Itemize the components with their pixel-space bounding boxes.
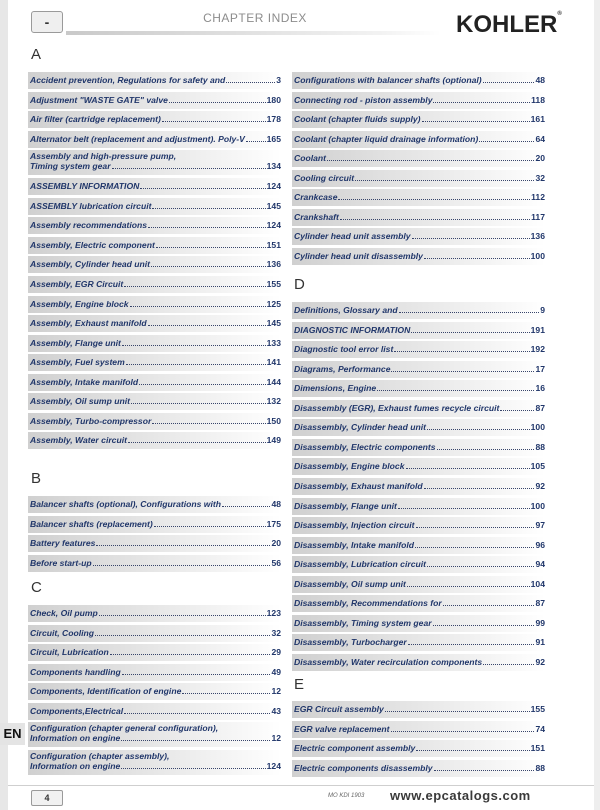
index-entry[interactable]	[292, 458, 545, 475]
index-entry-label: Assembly, Flange unit	[30, 337, 121, 348]
dot-leader	[355, 180, 534, 181]
index-entry-page: 20	[271, 538, 281, 549]
dot-leader	[99, 615, 266, 616]
index-entry-page: 87	[535, 598, 545, 609]
index-entry-label: Disassembly, Water recirculation components	[294, 656, 483, 667]
index-entry-label: Circuit, Cooling	[30, 627, 94, 638]
index-entry-label: Components handling	[30, 666, 121, 677]
index-entry[interactable]	[292, 92, 545, 109]
index-entry-label: EGR valve replacement	[294, 723, 390, 734]
index-entry[interactable]	[28, 198, 281, 215]
index-entry[interactable]	[292, 740, 545, 757]
index-entry-page: 151	[266, 239, 281, 250]
dot-leader	[154, 526, 266, 527]
index-entry-page: 144	[266, 376, 281, 387]
index-entry-label: Assembly recommendations	[30, 220, 148, 231]
index-entry-page: 149	[266, 435, 281, 446]
index-entry-label: Air filter (cartridge replacement)	[30, 114, 161, 125]
dot-leader	[377, 390, 534, 391]
index-entry-page: 136	[530, 231, 545, 242]
index-entry[interactable]	[28, 296, 281, 313]
index-entry[interactable]	[28, 92, 281, 109]
index-entry-label: Assembly, Exhaust manifold	[30, 318, 147, 329]
index-entry-page: 155	[266, 279, 281, 289]
dot-leader	[433, 102, 530, 103]
index-entry[interactable]	[28, 131, 281, 148]
index-entry-page: 155	[530, 704, 545, 714]
index-entry-page: 48	[535, 75, 545, 85]
dot-leader	[148, 325, 266, 326]
index-entry-label: Alternator belt (replacement and adjustment). Poly-V	[30, 133, 245, 144]
index-entry-label: ASSEMBLY lubrication circuit	[30, 200, 152, 211]
dot-leader	[434, 770, 535, 771]
index-entry-page: 97	[535, 520, 545, 531]
index-entry[interactable]	[28, 72, 281, 89]
index-entry-page: 3	[276, 75, 281, 85]
index-entry-label: DIAGNOSTIC INFORMATION	[294, 324, 411, 335]
index-entry-page: 123	[266, 608, 281, 618]
section-letter-b: B	[31, 470, 42, 487]
index-entry[interactable]	[28, 354, 281, 371]
index-entry[interactable]	[292, 556, 545, 573]
dot-leader	[148, 227, 266, 228]
index-entry-label: Connecting rod - piston assembly	[294, 94, 433, 105]
index-entry-label: Assembly, Engine block	[30, 298, 129, 309]
dot-leader	[93, 565, 271, 566]
dot-leader	[416, 750, 529, 751]
index-entry-page: 124	[266, 181, 281, 192]
dot-leader	[416, 527, 535, 528]
right-page-margin	[594, 0, 600, 810]
index-entry-label: Electric component assembly	[294, 743, 416, 754]
dot-leader	[128, 442, 266, 443]
index-entry[interactable]	[292, 498, 545, 515]
dot-leader	[152, 423, 265, 424]
index-entry-label: Coolant (chapter fluids supply)	[294, 114, 421, 125]
dot-leader	[226, 82, 275, 83]
index-entry-label: Configurations with balancer shafts (optional)	[294, 75, 482, 85]
index-entry-label: Assembly, Turbo-compressor	[30, 415, 152, 426]
index-entry[interactable]	[292, 439, 545, 456]
index-entry-label: Cylinder head unit assembly	[294, 231, 411, 242]
index-entry[interactable]	[28, 516, 281, 533]
dot-leader	[121, 768, 265, 769]
index-entry[interactable]	[28, 555, 281, 572]
index-entry-label-line2: Information on engine	[30, 733, 121, 744]
dot-leader	[169, 102, 266, 103]
index-entry-label: Balancer shafts (replacement)	[30, 518, 153, 529]
dot-leader	[398, 508, 530, 509]
index-entry[interactable]	[292, 419, 545, 436]
index-entry[interactable]	[292, 615, 545, 632]
index-entry-page: 87	[535, 402, 545, 413]
dot-leader	[385, 711, 530, 712]
index-entry[interactable]	[292, 537, 545, 554]
index-entry[interactable]	[292, 111, 545, 128]
dot-leader	[124, 286, 265, 287]
index-entry[interactable]	[292, 72, 545, 89]
index-entry-label: Disassembly, Injection circuit	[294, 520, 415, 531]
index-entry-label: Definitions, Glossary and	[294, 305, 398, 315]
index-entry[interactable]	[292, 380, 545, 397]
index-entry-label: Assembly, Electric component	[30, 239, 155, 250]
index-entry-label: Check, Oil pump	[30, 608, 98, 618]
index-entry-label: Disassembly, Electric components	[294, 441, 436, 452]
index-entry[interactable]	[292, 576, 545, 593]
dot-leader	[479, 141, 534, 142]
index-entry[interactable]	[28, 237, 281, 254]
dot-leader	[415, 547, 534, 548]
index-entry-label: Cylinder head unit disassembly	[294, 251, 423, 261]
index-entry-page: 100	[530, 500, 545, 511]
index-entry[interactable]	[28, 374, 281, 391]
dot-leader	[427, 566, 534, 567]
index-entry-label: Circuit, Lubrication	[30, 647, 109, 658]
index-entry[interactable]	[292, 400, 545, 417]
index-entry-page: 150	[266, 415, 281, 426]
index-entry[interactable]	[28, 178, 281, 195]
dot-leader	[443, 605, 535, 606]
index-entry-page: 141	[266, 357, 281, 368]
index-entry-label: Battery features	[30, 538, 96, 549]
index-entry-label-line2: Information on engine	[30, 761, 121, 772]
index-entry-label: Before start-up	[30, 557, 92, 568]
index-entry[interactable]	[292, 170, 545, 187]
index-entry-page: 104	[530, 578, 545, 589]
index-entry-page: 12	[271, 733, 281, 744]
index-entry-label: Crankcase	[294, 192, 338, 203]
index-entry[interactable]	[28, 217, 281, 234]
index-entry[interactable]	[28, 393, 281, 410]
index-entry-page: 145	[266, 318, 281, 329]
index-entry[interactable]	[292, 478, 545, 495]
index-entry-label: Disassembly, Intake manifold	[294, 539, 415, 550]
index-entry-label: Assembly, Water circuit	[30, 435, 127, 446]
index-entry-page: 88	[535, 762, 545, 773]
index-entry-label: Disassembly, Timing system gear	[294, 617, 432, 628]
index-entry-page: 88	[535, 441, 545, 452]
index-entry[interactable]	[28, 413, 281, 430]
index-entry[interactable]	[292, 322, 545, 339]
dot-leader	[112, 168, 266, 169]
index-entry[interactable]	[28, 683, 281, 700]
dot-leader	[407, 586, 530, 587]
index-entry-page: 64	[535, 133, 545, 144]
index-entry-page: 94	[535, 559, 545, 570]
index-entry[interactable]	[28, 432, 281, 449]
index-entry-label-line2: Timing system gear	[30, 161, 111, 172]
dot-leader	[427, 429, 530, 430]
dot-leader	[391, 731, 535, 732]
index-entry[interactable]	[28, 150, 281, 175]
index-entry-page: 74	[535, 723, 545, 734]
dot-leader	[122, 674, 271, 675]
index-entry[interactable]	[292, 341, 545, 358]
dot-leader	[399, 312, 540, 313]
index-entry-page: 151	[530, 743, 545, 754]
dot-leader	[246, 141, 266, 142]
index-entry[interactable]	[28, 315, 281, 332]
index-entry[interactable]	[28, 703, 281, 720]
dot-leader	[156, 247, 266, 248]
dot-leader	[131, 403, 266, 404]
dot-leader	[151, 266, 266, 267]
index-entry[interactable]	[292, 634, 545, 651]
page-number: 4	[31, 790, 63, 806]
index-entry-page: 49	[271, 666, 281, 677]
dot-leader	[121, 740, 270, 741]
index-entry-page: 161	[530, 114, 545, 125]
index-entry-page: 48	[271, 499, 281, 509]
index-entry[interactable]	[28, 625, 281, 642]
document-code: MO KDI 1903	[328, 793, 365, 799]
index-entry[interactable]	[292, 302, 545, 319]
index-entry-page: 192	[530, 344, 545, 355]
index-entry[interactable]	[292, 150, 545, 167]
dot-leader	[340, 219, 530, 220]
dot-leader	[433, 625, 535, 626]
index-entry[interactable]	[292, 595, 545, 612]
section-letter-e: E	[294, 676, 305, 693]
watermark: www.epcatalogs.com	[390, 788, 531, 803]
index-entry-label: Disassembly, Cylinder head unit	[294, 422, 426, 433]
index-entry-label: Coolant (chapter liquid drainage information)	[294, 133, 479, 144]
index-entry[interactable]	[28, 111, 281, 128]
index-entry[interactable]	[28, 276, 281, 293]
index-entry-page: 20	[535, 153, 545, 164]
dot-leader	[411, 332, 529, 333]
index-entry-label: ASSEMBLY INFORMATION	[30, 181, 140, 192]
index-entry[interactable]	[292, 654, 545, 671]
index-entry[interactable]	[28, 644, 281, 661]
index-entry-label: Assembly, Intake manifold	[30, 376, 139, 387]
dot-leader	[130, 306, 266, 307]
index-entry[interactable]	[292, 131, 545, 148]
index-entry-page: 175	[266, 518, 281, 529]
dot-leader	[182, 693, 270, 694]
index-entry-page: 32	[535, 172, 545, 183]
index-entry-page: 145	[266, 200, 281, 211]
index-entry-label: Disassembly, Oil sump unit	[294, 578, 406, 589]
index-entry-page: 96	[535, 539, 545, 550]
dot-leader	[394, 351, 529, 352]
index-entry-label: Components,Electrical	[30, 705, 124, 716]
index-entry[interactable]	[28, 335, 281, 352]
index-entry-page: 32	[271, 627, 281, 638]
index-entry-page: 92	[535, 481, 545, 491]
dot-leader	[437, 449, 535, 450]
index-entry-page: 91	[535, 637, 545, 648]
index-entry-label: Assembly, Fuel system	[30, 357, 125, 368]
index-entry[interactable]	[292, 701, 545, 718]
index-entry-label: Coolant	[294, 153, 326, 164]
index-entry-label: Adjustment "WASTE GATE" valve	[30, 94, 168, 105]
index-entry-label: Disassembly, Lubrication circuit	[294, 559, 426, 570]
index-entry-page: 17	[535, 363, 545, 374]
dot-leader	[152, 208, 265, 209]
section-letter-c: C	[31, 579, 42, 596]
index-entry-label: Accident prevention, Regulations for safety and	[30, 75, 226, 85]
logo-registered-mark: ®	[557, 11, 562, 17]
index-entry-page: 100	[530, 422, 545, 433]
index-entry-page: 92	[535, 656, 545, 667]
index-entry-page: 136	[266, 259, 281, 270]
dot-leader	[391, 371, 534, 372]
dot-leader	[483, 664, 534, 665]
dot-leader	[422, 121, 530, 122]
index-entry[interactable]	[28, 664, 281, 681]
index-entry-label: Disassembly, Recommendations for	[294, 598, 442, 609]
index-entry-label: Disassembly, Exhaust manifold	[294, 481, 423, 491]
index-entry-page: 165	[266, 133, 281, 144]
index-entry-label: Dimensions, Engine	[294, 383, 377, 394]
section-letter-a: A	[31, 46, 42, 63]
index-entry-label: Assembly and high-pressure pump,	[30, 151, 177, 162]
index-entry-label: Disassembly (EGR), Exhaust fumes recycle circuit	[294, 402, 500, 413]
dot-leader	[406, 468, 530, 469]
index-entry[interactable]	[28, 496, 281, 513]
dot-leader	[126, 364, 266, 365]
index-entry-label: Disassembly, Engine block	[294, 461, 405, 472]
index-entry-page: 12	[271, 686, 281, 697]
index-entry-label: Electric components disassembly	[294, 762, 433, 773]
index-entry-label: Components, Identification of engine	[30, 686, 182, 697]
page-title: CHAPTER INDEX	[203, 11, 307, 25]
index-entry[interactable]	[292, 209, 545, 226]
index-entry-label: Disassembly, Flange unit	[294, 500, 397, 511]
index-entry[interactable]	[292, 189, 545, 206]
index-entry-label: Assembly, EGR Circuit	[30, 279, 124, 289]
index-entry[interactable]	[292, 517, 545, 534]
index-entry-page: 124	[266, 220, 281, 231]
dot-leader	[500, 410, 534, 411]
index-entry[interactable]	[292, 361, 545, 378]
section-letter-d: D	[294, 276, 305, 293]
index-entry-page: 178	[266, 114, 281, 125]
dot-leader	[122, 345, 266, 346]
index-entry-page: 43	[271, 705, 281, 716]
index-entry-label: Assembly, Oil sump unit	[30, 396, 130, 407]
index-entry-page: 99	[535, 617, 545, 628]
index-entry[interactable]	[28, 722, 281, 747]
index-entry-page: 132	[266, 396, 281, 407]
index-entry[interactable]	[28, 256, 281, 273]
index-entry-page: 133	[266, 337, 281, 348]
index-entry-page: 112	[531, 192, 545, 203]
index-entry-label: EGR Circuit assembly	[294, 704, 384, 714]
dot-leader	[139, 384, 266, 385]
dot-leader	[424, 258, 530, 259]
index-entry[interactable]	[292, 248, 545, 265]
index-entry-page: 105	[530, 461, 545, 472]
index-entry[interactable]	[28, 535, 281, 552]
logo-text: KOHLER	[456, 11, 558, 38]
dot-leader	[408, 644, 535, 645]
dot-leader	[338, 199, 530, 200]
index-entry-label: Assembly, Cylinder head unit	[30, 259, 151, 270]
index-entry-page: 56	[271, 557, 281, 568]
index-entry[interactable]	[28, 605, 281, 622]
index-entry-label: Cooling circuit	[294, 172, 355, 183]
index-entry-label: Diagrams, Performance	[294, 363, 391, 374]
dot-leader	[95, 635, 270, 636]
dot-leader	[424, 488, 535, 489]
dot-leader	[222, 506, 270, 507]
index-entry[interactable]	[28, 750, 281, 775]
index-entry-page: 124	[266, 761, 281, 772]
index-entry-label: Diagnostic tool error list	[294, 344, 394, 355]
dot-leader	[96, 545, 270, 546]
footer-rule	[8, 785, 594, 786]
index-entry-page: 117	[531, 211, 545, 222]
kohler-logo	[456, 11, 562, 39]
index-entry-label: Balancer shafts (optional), Configurations with	[30, 499, 221, 509]
index-entry-page: 134	[266, 161, 281, 172]
header-rule	[66, 31, 441, 35]
index-entry-label: Configuration (chapter general configuration),	[30, 723, 219, 734]
index-entry-page: 9	[540, 305, 545, 315]
index-entry[interactable]	[292, 721, 545, 738]
index-entry-page: 118	[531, 94, 545, 105]
index-entry[interactable]	[292, 228, 545, 245]
dot-leader	[412, 238, 530, 239]
index-entry-page: 180	[266, 94, 281, 105]
index-entry[interactable]	[292, 760, 545, 777]
index-entry-page: 29	[271, 647, 281, 658]
index-entry-page: 125	[266, 298, 281, 309]
dot-leader	[162, 121, 266, 122]
index-entry-label: Crankshaft	[294, 211, 339, 222]
chapter-dash-box: -	[31, 11, 63, 33]
left-page-margin	[0, 0, 8, 810]
dot-leader	[140, 188, 265, 189]
dot-leader	[483, 82, 535, 83]
dot-leader	[327, 160, 534, 161]
dot-leader	[124, 713, 270, 714]
language-tab: EN	[0, 723, 25, 745]
index-entry-label: Disassembly, Turbocharger	[294, 637, 407, 648]
index-entry-label: Configuration (chapter assembly),	[30, 751, 170, 762]
index-entry-page: 16	[535, 383, 545, 394]
index-entry-page: 191	[530, 324, 545, 335]
dot-leader	[110, 654, 271, 655]
index-entry-page: 100	[530, 251, 545, 261]
